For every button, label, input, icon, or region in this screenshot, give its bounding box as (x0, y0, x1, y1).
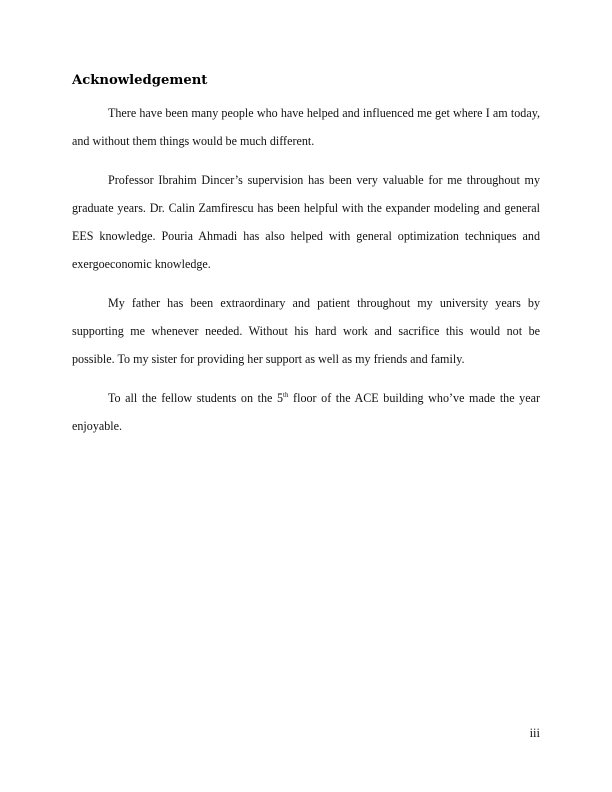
paragraph-text-before: To all the fellow students on the 5 (108, 390, 284, 405)
page-number: iii (529, 726, 540, 740)
page-heading: Acknowledgement (72, 73, 208, 88)
paragraph-supervision: Professor Ibrahim Dincer’s supervision has been very valuable for me throughout my graduate years. Dr. Calin Zamfirescu has been helpful with the expander modeling and general EES knowledge. Pouria Ahmadi has also helped with general optimization techniques and exergoeconomic knowledge. (72, 172, 540, 272)
paragraph-family: My father has been extraordinary and patient throughout my university years by supporting me whenever needed. Without his hard work and sacrifice this would not be possible. To my sister for providing her support as well as my friends and family. (72, 295, 540, 367)
ordinal-superscript: th (283, 390, 289, 399)
body-text (72, 99, 540, 450)
paragraph-text-after: floor of the ACE building who’ve made the year enjoyable. (72, 390, 540, 433)
paragraph-fellow-students (72, 384, 540, 441)
paragraph-intro: There have been many people who have helped and influenced me get where I am today, and without them things would be much different. (72, 106, 540, 149)
